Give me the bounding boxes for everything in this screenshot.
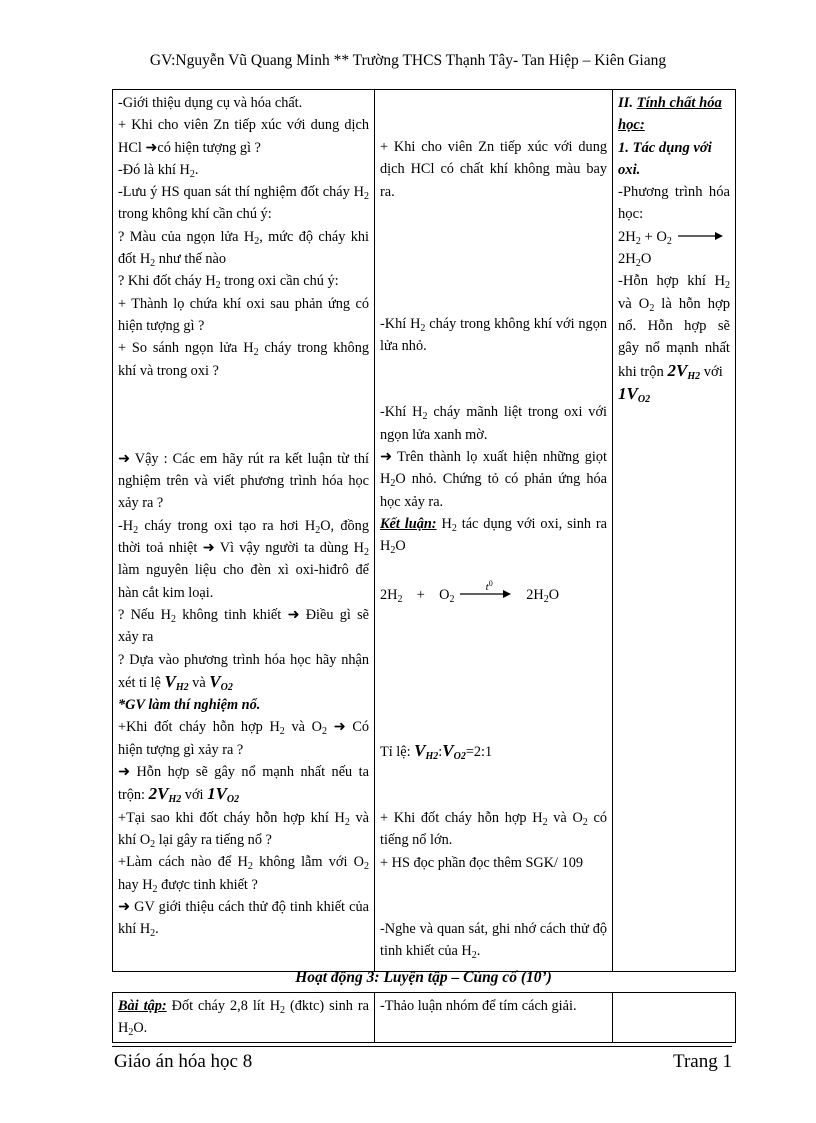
page-number: Trang 1	[673, 1051, 732, 1072]
teacher-line: ➜ GV giới thiệu cách thử độ tinh khiết của khí $H_2$.	[118, 898, 369, 940]
student-line: Kết luận: $H_2$ tác dụng với oxi, sinh ra $H_2O$	[380, 515, 608, 557]
section-heading: II. Tính chất hóa học:	[618, 95, 722, 134]
exercise-answer-cell	[375, 993, 613, 1043]
teacher-line: ? Khi đốt cháy $H_2$ trong oxi cần chú ý:	[118, 273, 339, 292]
student-line: + Khi cho viên Zn tiếp xúc với dung dịch HCl có chất khí không màu bay ra.	[380, 139, 607, 200]
teacher-line: ? Màu của ngọn lửa $H_2$, mức độ cháy khi đốt $H_2$ như thế nào	[118, 228, 370, 270]
teacher-activities-column	[113, 90, 375, 972]
teacher-line: +Tại sao khi đốt cháy hỗn hợp khí $H_2$ và khí $O_2$ lại gây ra tiếng nổ ?	[118, 809, 369, 850]
activity-heading: Hoạt động 3: Luyện tập – Củng cố (10’)	[295, 969, 552, 986]
student-line: -Khí $H_2$ cháy trong không khí với ngọn lửa nhỏ.	[380, 315, 607, 355]
notes-equation: $2H_2O$	[618, 251, 652, 270]
student-line: + HS đọc phần đọc thêm SGK/ 109	[380, 854, 584, 871]
teacher-line: -Đó là khí $H_2$.	[118, 161, 199, 180]
right-arrow-icon: ➜	[287, 606, 300, 623]
right-arrow-icon: ➜	[118, 450, 130, 467]
condition-label: t	[485, 580, 489, 593]
exercise-answer: -Thảo luận nhóm để tím cách giải.	[380, 998, 577, 1014]
teacher-line: + Khi cho viên Zn tiếp xúc với dung dịch HCl ➜có hiện tượng gì ?	[118, 117, 369, 156]
teacher-line: -Lưu ý HS quan sát thí nghiệm đốt cháy $H_2$ trong không khí cần chú ý:	[118, 184, 369, 223]
notes-column	[613, 90, 736, 972]
ratio-line: Tỉ lệ: $V_{H2}:V_{O2}=2:1$	[380, 740, 493, 762]
student-activities-column	[375, 90, 613, 972]
teacher-line: ➜ Vậy : Các em hãy rút ra kết luận từ thí nghiệm trên và viết phương trình hóa học xảy ra ?	[118, 450, 369, 512]
notes-line: -Hỗn hợp khí $H_2$ và $O_2$ là hỗn hợp nổ. Hỗn hợp sẽ gây nổ mạnh nhất khi trộn $2V_{H2}$ với	[618, 273, 730, 382]
teacher-line: + So sánh ngọn lửa $H_2$ cháy trong không khí và trong oxi ?	[118, 340, 369, 379]
student-line: -Nghe và quan sát, ghi nhớ cách thử độ tinh khiết của $H_2$.	[380, 921, 607, 962]
right-arrow-icon: ➜	[118, 764, 130, 781]
exercise-text: Bài tập: Đốt cháy 2,8 lít $H_2$ (đktc) sinh ra $H_2O$.	[118, 998, 369, 1039]
teacher-line: *GV làm thí nghiệm nổ.	[118, 697, 261, 714]
condition-label: 0	[488, 578, 493, 588]
right-arrow-icon: ➜	[380, 449, 392, 466]
exercise-cell	[113, 993, 375, 1043]
student-line: ➜ Trên thành lọ xuất hiện những giọt $H_2O$ nhỏ. Chứng tỏ có phản ứng hóa học xảy ra.	[380, 449, 607, 510]
right-arrow-icon: ➜	[145, 139, 158, 156]
right-arrow-icon: ➜	[118, 898, 130, 915]
teacher-line: + Thành lọ chứa khí oxi sau phản ứng có hiện tượng gì ?	[118, 295, 369, 334]
reaction-equation: $2H_2$ + $O_2$ $^{t0}$ $2H_2O$	[380, 578, 560, 605]
teacher-line: ? Dựa vào phương trình hóa học hãy nhận xét tỉ lệ $V_{H2}$ và $V_{O2}$	[118, 651, 369, 693]
notes-line: -Phương trình hóa học:	[618, 184, 730, 223]
page-header: GV:Nguyễn Vũ Quang Minh ** Trường THCS Thạnh Tây- Tan Hiệp – Kiên Giang	[149, 52, 667, 69]
student-line: -Khí $H_2$ cháy mãnh liệt trong oxi với ngọn lửa xanh mờ.	[380, 404, 607, 443]
exercise-table	[112, 992, 736, 1043]
teacher-line: $-H_2$ cháy trong oxi tạo ra hơi $H_2O$, đồng thời toả nhiệt ➜ Vì vậy người ta dùng $H_2$ làm nguyên liệu cho đèn xì oxi-hiđrô để hàn cắt kim loại.	[118, 517, 369, 601]
notes-equation: $2H_2 + O_2$	[618, 226, 730, 248]
right-arrow-icon: ➜	[202, 540, 215, 557]
subsection-heading: 1. Tác dụng với oxi.	[618, 139, 712, 178]
student-line: + Khi đốt cháy hỗn hợp $H_2$ và $O_2$ có tiếng nổ lớn.	[380, 810, 607, 849]
notes-line: $1V_{O2}$	[618, 383, 651, 405]
page-footer	[112, 1046, 732, 1072]
teacher-line: ➜ Hỗn hợp sẽ gây nổ mạnh nhất nếu ta trộn: $2V_{H2}$ với $1V_{O2}$	[118, 764, 369, 806]
teacher-line: +Làm cách nào để $H_2$ không lẫm với $O_2$ hay $H_2$ được tinh khiết ?	[118, 854, 369, 895]
right-arrow-icon: ➜	[333, 719, 346, 736]
exercise-notes-cell	[613, 993, 736, 1043]
teacher-line: +Khi đốt cháy hỗn hợp $H_2$ và $O_2$ ➜ Có hiện tượng gì xảy ra ?	[118, 719, 370, 758]
footer-title: Giáo án hóa học 8	[114, 1051, 253, 1072]
teacher-line: ? Nếu $H_2$ không tinh khiết ➜ Điều gì sẽ xảy ra	[118, 606, 369, 646]
lesson-table	[112, 89, 736, 972]
reaction-arrow-icon	[676, 232, 724, 242]
teacher-line: -Giới thiệu dụng cụ và hóa chất.	[118, 95, 303, 111]
